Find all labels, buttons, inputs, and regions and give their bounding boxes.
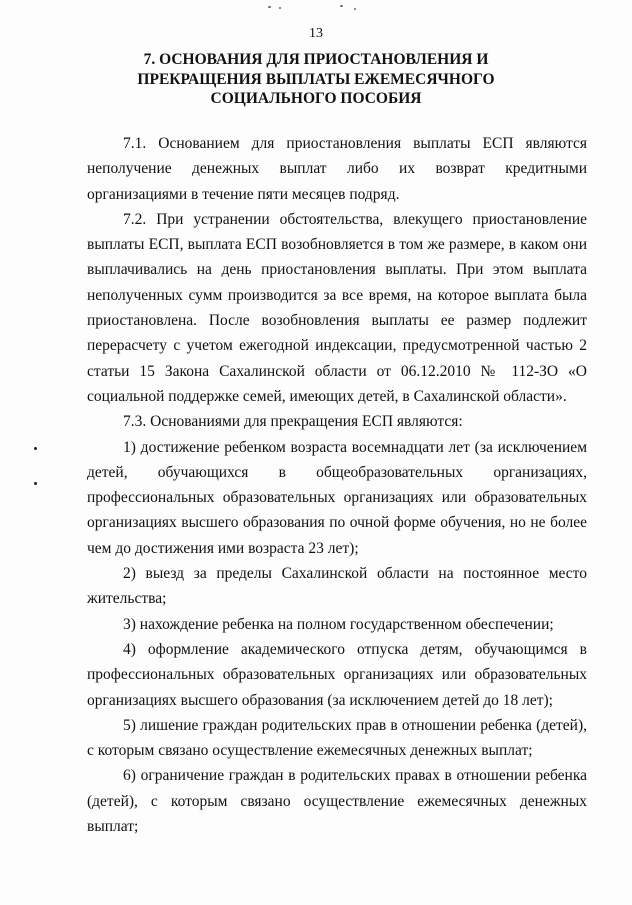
scan-speck: [340, 5, 343, 7]
list-item-2: 2) выезд за пределы Сахалинской области на постоянное место жительства;: [87, 565, 587, 608]
paragraph-7-2: 7.2. При устранении обстоятельства, влекущего приостановление выплаты ЕСП, выплата ЕСП возобновляется в том же размере, в каком они выплачивались на день приостановления выплаты. При этом выплата неполученных сумм производится за все время, на которое выплата была приостановлена. После возобновления выплаты ее размер подлежит перерасчету с учетом ежегодной индексации, предусмотренной частью 2 статьи 15 Закона Сахалинской области от 06.12.2010 № 112-ЗО «О социальной поддержке семей, имеющих детей, в Сахалинской области».: [87, 210, 587, 405]
section-heading-line: 7. ОСНОВАНИЯ ДЛЯ ПРИОСТАНОВЛЕНИЯ И: [143, 51, 489, 68]
paragraph-7-3: 7.3. Основаниями для прекращения ЕСП являются:: [123, 413, 463, 431]
paragraph-7-1: 7.1. Основанием для приостановления выплаты ЕСП являются неполучение денежных выплат либо их возврат кредитными организациями в течение пяти месяцев подряд.: [87, 135, 587, 203]
margin-mark: [34, 482, 37, 485]
margin-mark: [34, 447, 37, 450]
list-item-6: 6) ограничение граждан в родительских правах в отношении ребенка (детей), с которым связано осуществление ежемесячных денежных выплат;: [87, 767, 587, 836]
document-body: [87, 131, 587, 839]
scan-speck: [354, 8, 356, 10]
list-item-1: 1) достижение ребенком возраста восемнадцати лет (за исключением детей, обучающихся в общеобразовательных организациях, профессиональных образовательных организациях или образовательных организациях высшего образования по очной форме обучения, но не более чем до достижения ими возраста 23 лет);: [87, 438, 587, 557]
scan-speck: [268, 6, 271, 8]
scan-speck: [279, 7, 281, 9]
list-item-4: 4) оформление академического отпуска детям, обучающимся в профессиональных образовательных организациях или образовательных организациях высшего образования (за исключением детей до 18 лет);: [87, 640, 587, 709]
list-item-5: 5) лишение граждан родительских прав в отношении ребенка (детей), с которым связано осуществление ежемесячных денежных выплат;: [87, 716, 587, 760]
section-heading-line: ПРЕКРАЩЕНИЯ ВЫПЛАТЫ ЕЖЕМЕСЯЧНОГО: [137, 70, 495, 88]
section-heading: [60, 50, 572, 109]
page-number: 13: [309, 26, 323, 41]
list-item-3: 3) нахождение ребенка на полном государственном обеспечении;: [123, 615, 554, 633]
section-heading-line: СОЦИАЛЬНОГО ПОСОБИЯ: [210, 90, 422, 107]
